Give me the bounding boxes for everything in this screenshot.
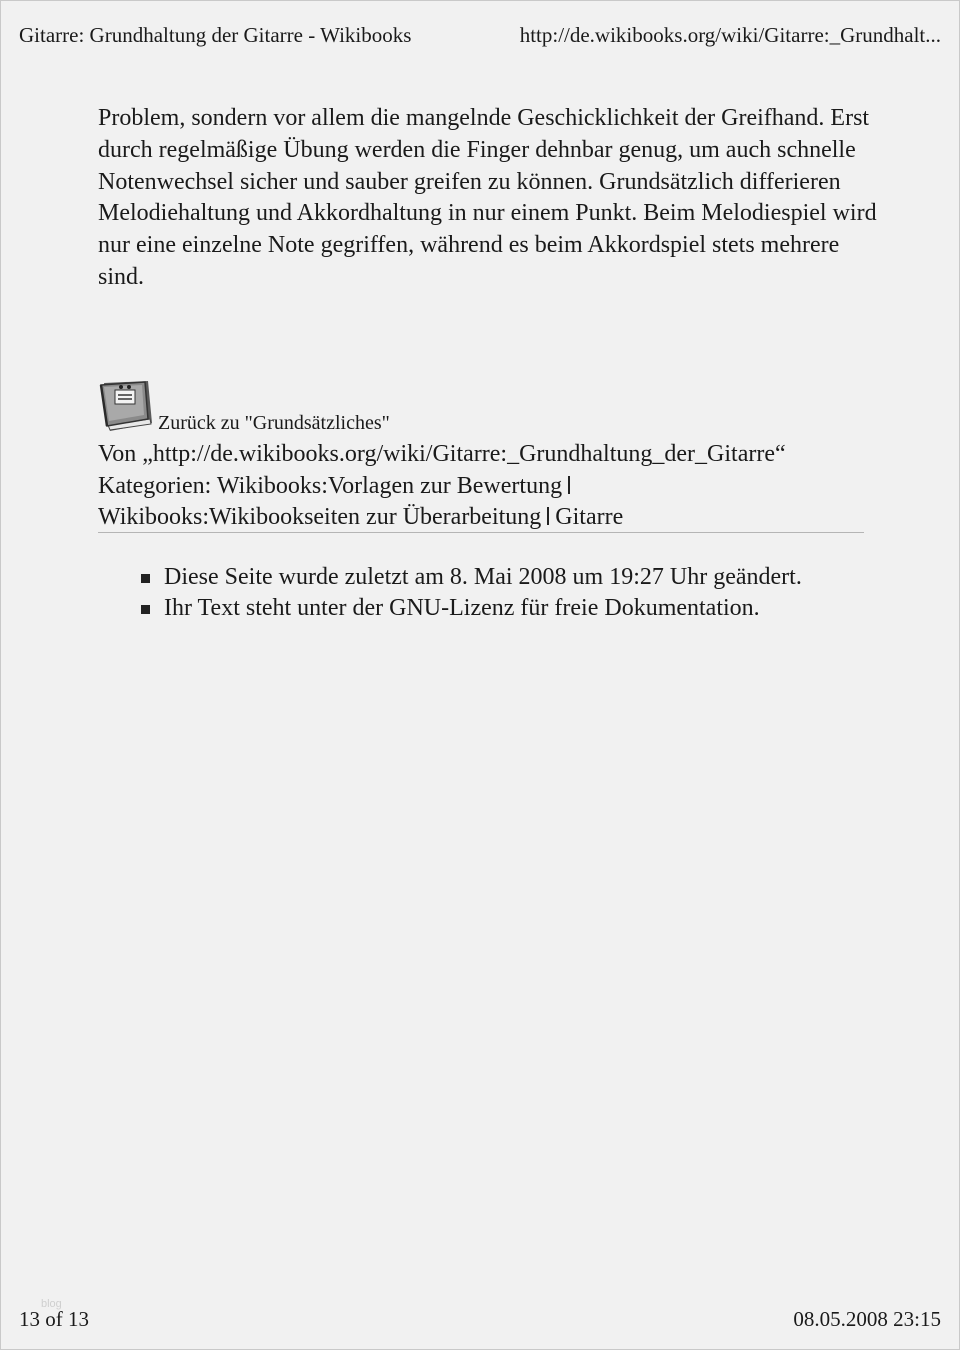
print-timestamp: 08.05.2008 23:15 — [793, 1307, 941, 1331]
watermark-text: blog — [41, 1298, 62, 1310]
page-header-url: http://de.wikibooks.org/wiki/Gitarre:_Grundhalt... — [519, 23, 941, 47]
back-link[interactable]: Zurück zu "Grundsätzliches" — [158, 412, 390, 434]
category-separator — [547, 507, 549, 525]
back-navigation[interactable] — [98, 377, 390, 433]
license-text: Ihr Text steht unter der GNU-Lizenz für freie Dokumentation. — [164, 595, 760, 621]
category-link[interactable]: Wikibooks:Vorlagen zur Bewertung — [216, 472, 563, 499]
categories-prefix: Kategorien: — [98, 472, 212, 499]
list-item — [141, 562, 861, 593]
footer-info-list — [141, 562, 861, 624]
book-icon — [98, 379, 154, 433]
list-item — [141, 593, 861, 624]
source-line[interactable]: Von „http://de.wikibooks.org/wiki/Gitarre:_Grundhaltung_der_Gitarre“ — [98, 441, 786, 467]
footer-divider — [98, 532, 864, 533]
bullet-icon — [141, 574, 150, 583]
page-number: 13 of 13 — [19, 1307, 89, 1331]
article-paragraph: Problem, sondern vor allem die mangelnde Geschicklichkeit der Greifhand. Erst durch regelmäßige Übung werden die Finger dehnbar genug, um auch schnelle Notenwechsel sicher und sauber greifen zu können. Grundsätzlich differieren Melodiehaltung und Akkordhaltung in nur einem Punkt. Beim Melodiespiel wird nur eine einzelne Note gegriffen, während es beim Akkordspiel stets mehrere sind. — [98, 105, 877, 290]
page-meta — [98, 439, 864, 534]
categories-line — [98, 471, 864, 534]
category-separator — [568, 476, 570, 494]
category-link[interactable]: Wikibooks:Wikibookseiten zur Überarbeitung — [98, 504, 542, 530]
category-link[interactable]: Gitarre — [555, 504, 624, 530]
bullet-icon — [141, 605, 150, 614]
page-header-title: Gitarre: Grundhaltung der Gitarre - Wikibooks — [19, 23, 412, 47]
last-modified-text: Diese Seite wurde zuletzt am 8. Mai 2008 um 19:27 Uhr geändert. — [164, 564, 802, 590]
